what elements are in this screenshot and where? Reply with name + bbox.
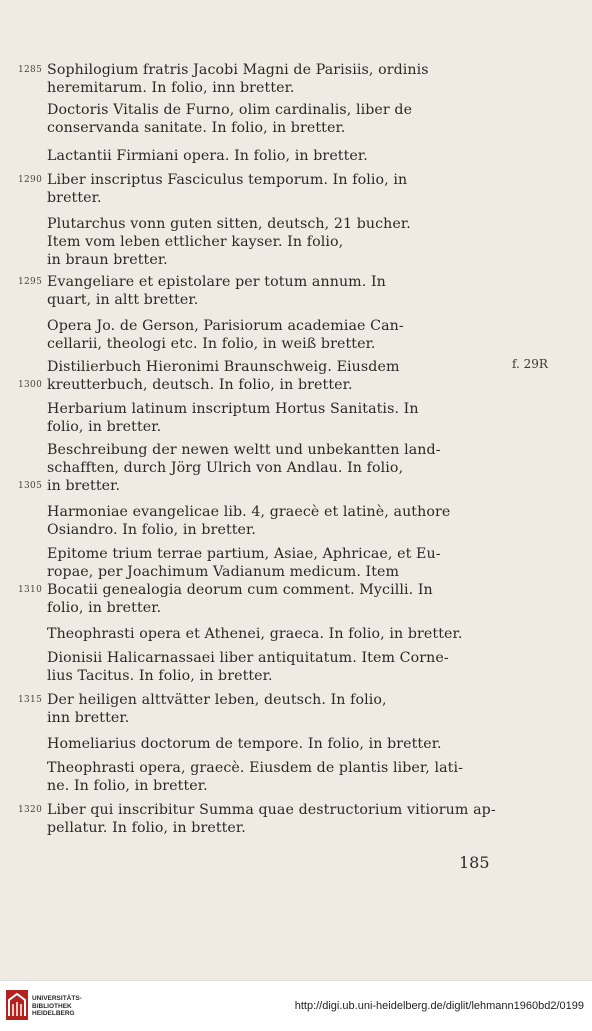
margin-line-number: 1310 xyxy=(18,585,43,595)
entry-continuation-line: folio, in bretter. xyxy=(47,419,162,435)
margin-line-number: 1295 xyxy=(18,277,43,287)
margin-line-number: 1305 xyxy=(18,481,43,491)
entry-first-line: Doctoris Vitalis de Furno, olim cardinalis, liber de xyxy=(47,102,413,118)
entry-first-line: Liber qui inscribitur Summa quae destructorium vitiorum ap- xyxy=(47,802,496,818)
folio-mark: f. 29R xyxy=(512,357,548,371)
university-library-logo-icon xyxy=(6,990,28,1020)
entry-first-line: Sophilogium fratris Jacobi Magni de Parisiis, ordinis xyxy=(47,62,429,78)
entry-first-line: Homeliarius doctorum de tempore. In folio, in bretter. xyxy=(47,736,442,752)
entry-continuation-line: in bretter. xyxy=(47,478,121,494)
entry-first-line: Distilierbuch Hieronimi Braunschweig. Eiusdem xyxy=(47,359,400,375)
entry-continuation-line: inn bretter. xyxy=(47,710,130,726)
library-name-line: HEIDELBERG xyxy=(32,1010,75,1017)
entry-first-line: Herbarium latinum inscriptum Hortus Sanitatis. In xyxy=(47,401,419,417)
entry-continuation-line: conservanda sanitate. In folio, in bretter. xyxy=(47,120,346,136)
library-name-line: BIBLIOTHEK xyxy=(32,1002,72,1010)
page-number: 185 xyxy=(459,853,490,872)
entry-continuation-line: lius Tacitus. In folio, in bretter. xyxy=(47,668,273,684)
source-url-link[interactable]: http://digi.ub.uni-heidelberg.de/diglit/lehmann1960bd2/0199 xyxy=(294,1000,584,1012)
entry-first-line: Harmoniae evangelicae lib. 4, graecè et latinè, authore xyxy=(47,504,451,520)
entry-first-line: Dionisii Halicarnassaei liber antiquitatum. Item Corne- xyxy=(47,650,449,666)
entry-continuation-line: ropae, per Joachimum Vadianum medicum. Item xyxy=(47,564,400,580)
entry-first-line: Opera Jo. de Gerson, Parisiorum academiae Can- xyxy=(47,318,404,334)
entry-first-line: Liber inscriptus Fasciculus temporum. In folio, in xyxy=(47,172,408,188)
library-name xyxy=(32,995,82,1018)
entry-first-line: Beschreibung der newen weltt und unbekantten land- xyxy=(47,442,441,458)
margin-line-number: 1290 xyxy=(18,175,43,185)
entry-first-line: Theophrasti opera, graecè. Eiusdem de plantis liber, lati- xyxy=(47,760,463,776)
entry-first-line: Theophrasti opera et Athenei, graeca. In folio, in bretter. xyxy=(47,626,463,642)
margin-line-number: 1285 xyxy=(18,65,43,75)
library-name-line: UNIVERSITÄTS- xyxy=(32,995,82,1002)
entry-continuation-line: pellatur. In folio, in bretter. xyxy=(47,820,246,836)
footer-bar xyxy=(0,980,592,1031)
entry-continuation-line: Bocatii genealogia deorum cum comment. Mycilli. In xyxy=(47,582,433,598)
entry-first-line: Epitome trium terrae partium, Asiae, Aphricae, et Eu- xyxy=(47,546,441,562)
entry-continuation-line: Osiandro. In folio, in bretter. xyxy=(47,522,256,538)
entry-first-line: Der heiligen alttvätter leben, deutsch. In folio, xyxy=(47,692,387,708)
entry-continuation-line: schafften, durch Jörg Ulrich von Andlau. In folio, xyxy=(47,460,404,476)
entry-continuation-line: folio, in bretter. xyxy=(47,600,162,616)
entry-first-line: Lactantii Firmiani opera. In folio, in bretter. xyxy=(47,148,368,164)
entry-continuation-line: bretter. xyxy=(47,190,102,206)
entry-first-line: Evangeliare et epistolare per totum annum. In xyxy=(47,274,386,290)
entry-continuation-line: Item vom leben ettlicher kayser. In folio, xyxy=(47,234,344,250)
entry-first-line: Plutarchus vonn guten sitten, deutsch, 21 bucher. xyxy=(47,216,411,232)
entry-continuation-line: heremitarum. In folio, inn bretter. xyxy=(47,80,295,96)
entry-continuation-line: cellarii, theologi etc. In folio, in weiß bretter. xyxy=(47,336,376,352)
entry-continuation-line: in braun bretter. xyxy=(47,252,168,268)
entry-continuation-line: ne. In folio, in bretter. xyxy=(47,778,208,794)
margin-line-number: 1300 xyxy=(18,380,43,390)
entry-continuation-line: kreutterbuch, deutsch. In folio, in bretter. xyxy=(47,377,353,393)
margin-line-number: 1320 xyxy=(18,805,43,815)
margin-line-number: 1315 xyxy=(18,695,43,705)
entry-continuation-line: quart, in altt bretter. xyxy=(47,292,199,308)
